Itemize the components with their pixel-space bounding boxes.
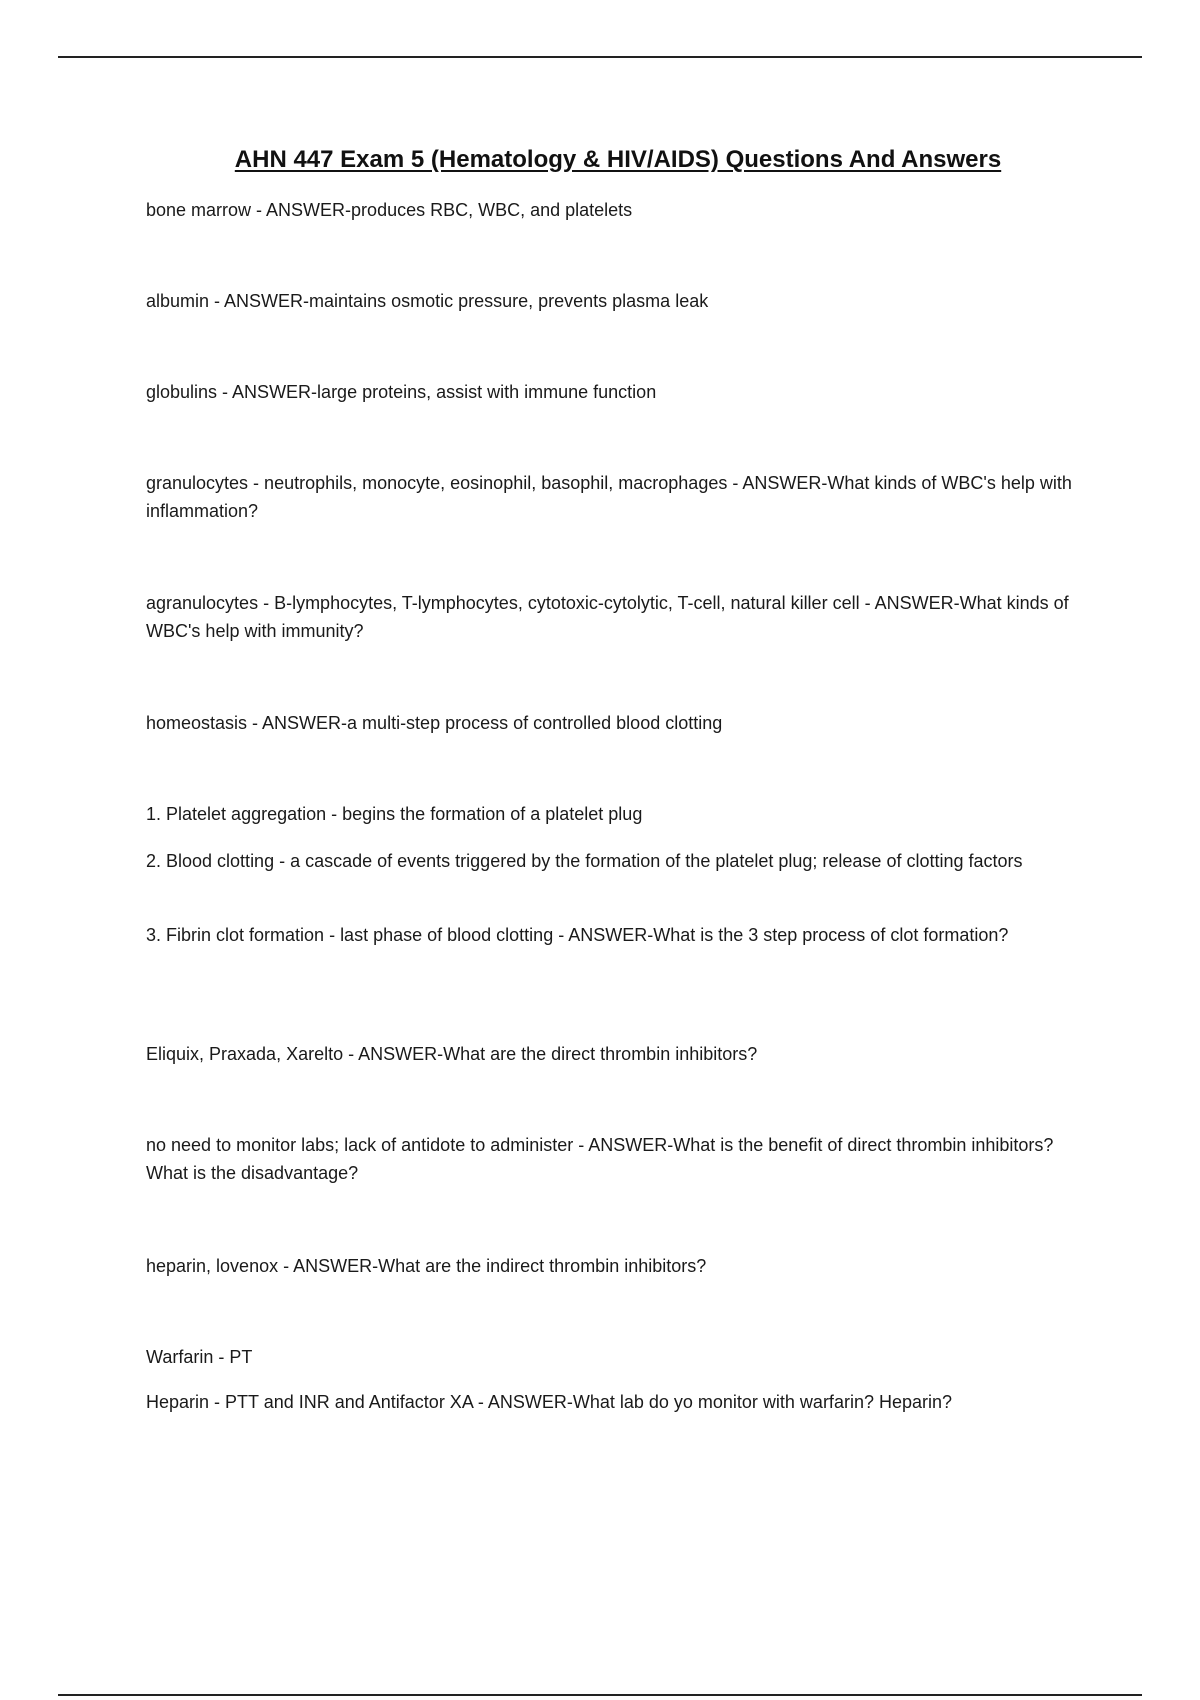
qa-entry: homeostasis - ANSWER-a multi-step process of controlled blood clotting (146, 713, 723, 733)
qa-entry: albumin - ANSWER-maintains osmotic pressure, prevents plasma leak (146, 291, 709, 311)
qa-entry: Eliquix, Praxada, Xarelto - ANSWER-What are the direct thrombin inhibitors? (146, 1044, 758, 1064)
bottom-rule (58, 1694, 1142, 1696)
lab-item: Heparin - PTT and INR and Antifactor XA - ANSWER-What lab do yo monitor with warfarin? Heparin? (146, 1392, 953, 1412)
qa-entry: heparin, lovenox - ANSWER-What are the indirect thrombin inhibitors? (146, 1256, 707, 1276)
top-rule (58, 56, 1142, 58)
document-title: AHN 447 Exam 5 (Hematology & HIV/AIDS) Questions And Answers (234, 146, 1002, 173)
clot-step-item: 3. Fibrin clot formation - last phase of blood clotting - ANSWER-What is the 3 step process of clot formation? (146, 925, 1009, 945)
clot-step-item: 1. Platelet aggregation - begins the formation of a platelet plug (146, 804, 643, 824)
qa-entry: agranulocytes - B-lymphocytes, T-lymphocytes, cytotoxic-cytolytic, T-cell, natural killer cell - ANSWER-What kinds of WBC's help with immunity? (146, 593, 1069, 641)
qa-entry: granulocytes - neutrophils, monocyte, eosinophil, basophil, macrophages - ANSWER-What kinds of WBC's help with inflammation? (146, 473, 1072, 521)
qa-entry: no need to monitor labs; lack of antidote to administer - ANSWER-What is the benefit of direct thrombin inhibitors? What is the disadvantage? (146, 1135, 1054, 1183)
clot-step-item: 2. Blood clotting - a cascade of events triggered by the formation of the platelet plug; release of clotting factors (146, 851, 1023, 871)
qa-entry: globulins - ANSWER-large proteins, assist with immune function (146, 382, 657, 402)
lab-item: Warfarin - PT (146, 1347, 253, 1367)
qa-entry: bone marrow - ANSWER-produces RBC, WBC, and platelets (146, 200, 633, 220)
